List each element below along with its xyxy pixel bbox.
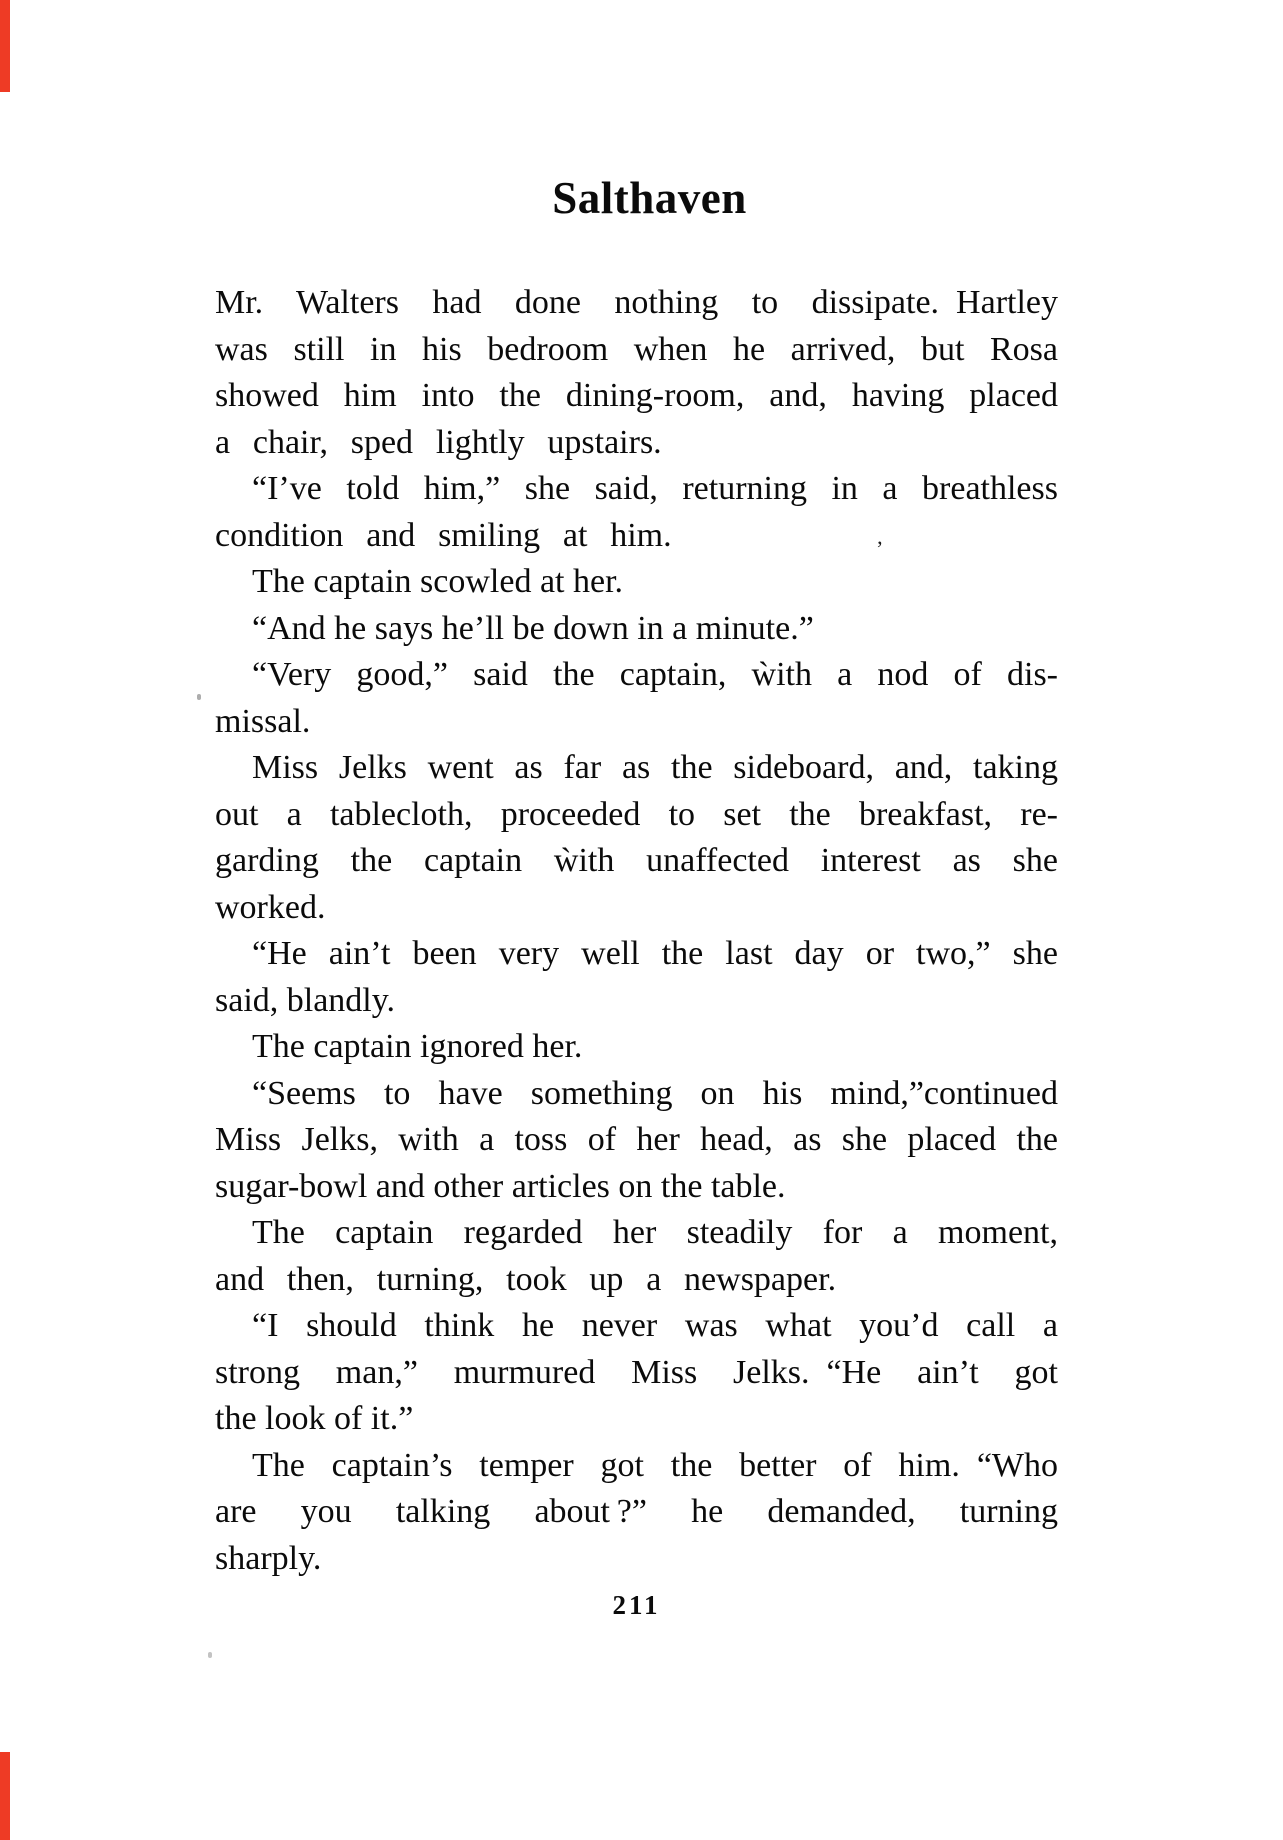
text-line: missal. — [215, 702, 311, 740]
stray-ink-dot — [208, 1652, 212, 1658]
text-line: Miss Jelks, with a toss of her head, as she placed the — [215, 1121, 1058, 1158]
text-line: Miss Jelks went as far as the sideboard, and, taking — [252, 749, 1058, 786]
text-line: Mr. Walters had done nothing to dissipate. Hartley — [215, 284, 1058, 321]
text-line: “He ain’t been very well the last day or two,” she — [252, 935, 1058, 972]
text-line: and then, turning, took up a newspaper. — [215, 1260, 837, 1298]
text-line: sharply. — [215, 1539, 322, 1577]
text-line: The captain ignored her. — [252, 1028, 583, 1065]
scan-edge-bottom-red-bar — [0, 1752, 10, 1840]
text-line: was still in his bedroom when he arrived, but Rosa — [215, 330, 1058, 368]
page-number: 211 — [612, 1590, 661, 1620]
text-line: showed him into the dining-room, and, having placed — [215, 377, 1058, 414]
text-line: the look of it.” — [215, 1400, 414, 1437]
page-title: Salthaven — [552, 173, 747, 223]
text-line: garding the captain ẁith unaffected interest as she — [215, 842, 1058, 879]
text-line: a chair, sped lightly upstairs. — [215, 423, 662, 461]
text-line: “And he says he’ll be down in a minute.” — [252, 609, 814, 647]
text-line: sugar-bowl and other articles on the table. — [215, 1167, 786, 1205]
text-line: “Very good,” said the captain, ẁith a nod of dis- — [252, 656, 1058, 693]
stray-ink-dot — [197, 694, 201, 700]
text-line: out a tablecloth, proceeded to set the breakfast, re- — [215, 795, 1058, 833]
text-line: are you talking about ?” he demanded, turning — [215, 1493, 1058, 1530]
stray-ink-mark: ’ — [876, 536, 884, 561]
scan-edge-top-red-bar — [0, 0, 10, 92]
text-line: worked. — [215, 888, 326, 926]
text-line: “Seems to have something on his mind,”continued — [252, 1074, 1058, 1112]
text-line: strong man,” murmured Miss Jelks. “He ain’t got — [215, 1353, 1058, 1391]
text-line: said, blandly. — [215, 981, 396, 1019]
text-line: The captain’s temper got the better of him. “Who — [252, 1446, 1058, 1484]
text-line: “I’ve told him,” she said, returning in a breathless — [252, 470, 1058, 507]
text-line: “I should think he never was what you’d call a — [252, 1307, 1058, 1344]
text-line: The captain scowled at her. — [252, 563, 624, 600]
text-line: The captain regarded her steadily for a moment, — [252, 1214, 1058, 1251]
text-block — [215, 280, 1058, 1582]
text-line: condition and smiling at him. — [215, 516, 672, 554]
